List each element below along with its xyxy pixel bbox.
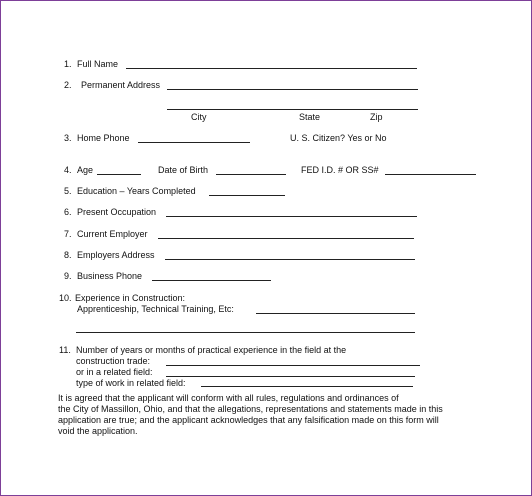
item-number: 7. [64,229,72,239]
zip-label: Zip [370,112,383,122]
construction-field-1[interactable] [256,313,415,314]
related-work-type-label: type of work in related field: [76,378,186,388]
business-phone-label: Business Phone [77,271,143,281]
item-number: 11. [59,345,71,355]
fed-id-field[interactable] [385,174,476,175]
related-work-type-field[interactable] [201,386,413,387]
state-label: State [299,112,321,122]
related-field-input[interactable] [166,376,415,377]
agreement-text: It is agreed that the applicant will conform with all rules, regulations and ordinances of the City of Massillon, Ohio, and that the allegations, representations and statements made in this application are true; and the applicant acknowledges that any falsification made on this form will void the application. [58,393,443,436]
item-number: 3. [64,133,72,143]
item-number: 6. [64,207,72,217]
fed-id-label: FED I.D. # OR SS# [301,165,379,175]
employer-address-label: Employers Address [77,250,155,260]
education-label: Education – Years Completed [77,186,196,196]
employer-address-field[interactable] [165,259,415,260]
occupation-field[interactable] [166,216,417,217]
home-phone-label: Home Phone [77,133,130,143]
experience-label: Number of years or months of practical experience in the field at the [76,345,347,355]
item-number: 2. [64,80,72,90]
item-number: 8. [64,250,72,260]
trade-field[interactable] [166,365,420,366]
related-field-label: or in a related field: [76,367,153,377]
dob-label: Date of Birth [158,165,209,175]
construction-label: Experience in Construction: [75,293,186,303]
item-number: 1. [64,59,72,69]
item-number: 10. [59,293,72,303]
full-name-label: Full Name [77,59,119,69]
permanent-address-field[interactable] [167,89,418,90]
city-label: City [191,112,207,122]
item-number: 4. [64,165,72,175]
construction-field-2[interactable] [76,332,415,333]
trade-label: construction trade: [76,356,151,366]
dob-field[interactable] [216,174,286,175]
full-name-field[interactable] [126,68,417,69]
education-field[interactable] [209,195,285,196]
business-phone-field[interactable] [152,280,271,281]
home-phone-field[interactable] [138,142,250,143]
employer-field[interactable] [158,238,414,239]
city-state-zip-field[interactable] [167,109,418,110]
age-label: Age [77,165,94,175]
permanent-address-label: Permanent Address [81,80,161,90]
occupation-label: Present Occupation [77,207,157,217]
employer-label: Current Employer [77,229,148,239]
item-number: 5. [64,186,72,196]
age-field[interactable] [97,174,141,175]
construction-sub-label: Apprenticeship, Technical Training, Etc: [77,304,234,314]
item-number: 9. [64,271,72,281]
citizen-label: U. S. Citizen? Yes or No [290,133,387,143]
